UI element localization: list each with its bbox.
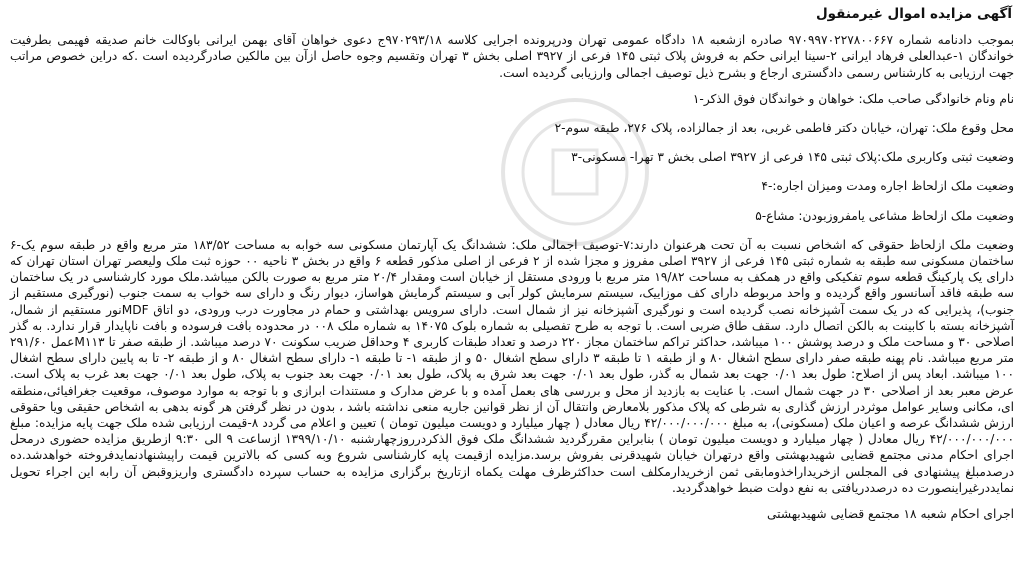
item-lease: وضعیت ملک ازلحاظ اجاره ومدت ومیزان اجاره:-۴ [761, 179, 1014, 194]
item-ownership-type: وضعیت ملک ازلحاظ مشاعی یامفروزبودن: مشاع-۵ [755, 208, 1014, 223]
item-legal-description: وضعیت ملک ازلحاظ حقوقی که اشخاص نسبت به آن تحت هرعنوان دارند:۷-توصیف اجمالی ملک: ششدانگ یک آپارتمان مسکونی سه خوابه به مساحت ۱۸۳/۵۲ متر مربع واقع در طبقه سوم یک-۶ ساختمان مسکونی سه طبقه به شماره ثبتی ۱۴۵ فرعی از ۳۹۲۷ اصلی مفروز و مجزا شده از ۲ فرعی از اصلی مذکور قطعه ۶ واقع در بخش ۳ ناحیه ۰۰ حوزه ثبت ملک ولیعصر تهران استان تهران که دارای یک پارکینگ قطعه سوم تفکیکی واقع در همکف به مساحت ۱۹/۸۲ متر مربع با ورودی مستقل از خیابان است ومقدار ۲۰/۴ متر مربع به صورت بالکن میباشد.ملک مورد کارشناسی در یک ساختمان سه طبقه فاقد آسانسور واقع گردیده و واحد مربوطه دارای کف موزاییک، سیستم سرمایش کولر آبی و سیستم گرمایش هواساز، دیوار رنگ و دارای سه خواب به سمت جنوب (نورگیری مستقیم از جنوب)، پذیرایی که در یک سمت آشپزخانه نصب گردیده است و نورگیری آشپزخانه نیز از شمال است. دارای سرویس بهداشتی و حمام در مجاورت درب ورودی، دو اتاق MDFنور مستقیم از شمال، آشپزخانه بسته با کابینت به بالکن اتصال دارد. سقف طاق ضربی است. با توجه به طرح تفصیلی به شماره بلوک ۱۴۰۷۵ به شماره ملک ۰۰۸ در محدوده بافت فرسوده و بافت ناپایدار قرار ندارد. به گذر اصلاحی ۳۰ و مساحت ملک و درصد پوشش ۱۰۰ میباشد، حداکثر تراکم ساختمان مجاز ۲۲۰ درصد و تعداد طبقات کاربری ۴ وحداقل ضریب سکونت ۷۰ درصد میباشد. از طبقه صفر تا M۱۱۳عمل ۲۹۱/۶۰ متر مربع میباشد. نام پهنه طبقه صفر دارای سطح اشغال ۸۰ و از طبقه ۱ تا طبقه ۳ دارای سطح اشغال ۵۰ و از طبقه ۱- تا طبقه ۱- دارای سطح اشغال ۸۰ و از طبقه ۲- تا به پایین دارای سطح اشغال ۱۰۰ میباشد. ابعاد پس از اصلاح: طول بعد ۰/۰۱ جهت بعد شمال به گذر، طول بعد ۰/۰۱ جهت بعد شرق به پلاک، طول بعد ۰/۰۱ جهت بعد جنوب به پلاک، طول بعد ۰/۰۱ جهت بعد غرب به پلاک است. عرض معبر بعد از اصلاحی ۳۰ در جهت شمال است. با عنایت به بازدید از محل و بررسی های بعمل آمده و با عرض مدارک و مستندات ابرازی و با توجه به موارد موصوف، موقعیت جغرافیائی،منطقه ای، مکانی وسایر عوامل موثردر ارزش گذاری به شرطی که پلاک مذکور بلامعارض وانتقال آن از نظر قوانین جاریه منعی نداشته باشد ، بدون در نظر گرفتن هر گونه بدهی به اشخاص حقیقی ویا حقوقی ارزش ششدانگ عرصه و اعیان ملک (مسکونی)، به مبلغ ۴۲/۰۰۰/۰۰۰/۰۰۰ ریال معادل ( چهار میلیارد و دویست میلیون تومان ) تعیین و اعلام می گردد ۸-قیمت ارزیابی شده ملک جهت پایه مزایده: مبلغ ۴۲/۰۰۰/۰۰۰/۰۰۰ ریال معادل ( چهار میلیارد و دویست میلیون تومان ) بنابراین مقررگردید ششدانگ ملک فوق الذکردرروزچهارشنبه ۱۳۹۹/۱۰/۱۰ ازساعت ۹ الی ۹:۳۰ ازطریق مزایده حضوری درمحل اجرای احکام مدنی مجتمع قضایی شهیدبهشتی واقع درتهران خیابان شهیدقرنی بفروش برسد.مزایده ازقیمت پایه کارشناسی شروع وبه کسی که بالاترین قیمت راپیشنهادنمایدفروخته خواهدشد.ده درصدمبلغ پیشنهادی فی المجلس ازخریداراخذومابقی ثمن ازخریدارمکلف است حداکثرظرف مهلت یکماه ازتاریخ برگزاری مزایده به حساب سپرده دادگستری واریزوقبض آن رابه این اجراء تحویل نمایددرغیراینصورت ده درصددریافتی به نفع دولت ضبط خواهدگردید. [10, 237, 1015, 495]
item-owner: نام ونام خانوادگی صاحب ملک: خواهان و خواندگان فوق الذکر-۱ [692, 91, 1014, 106]
intro-paragraph: بموجب دادنامه شماره ۹۷۰۹۹۷۰۲۲۷۸۰۰۶۶۷ صادره ازشعبه ۱۸ دادگاه عمومی تهران ودرپرونده اجرایی کلاسه ۹۷۰۲۹۳/۱۸ج دعوی خواهان آقای بهمن ایرانی باوکالت خانم صدیقه فهیمی بطرفیت خواندگان ۱-عبدالعلی فرهاد ایرانی ۲-سینا ایرانی حکم به فروش پلاک ثبتی ۱۴۵ فرعی از ۳۹۲۷ اصلی بخش ۳ تهران وتقسیم وجوه حاصل ازآن بین مالکین صادرگردیده است .که دراین خصوص مراتب جهت ارزیابی به کارشناس رسمی دادگستری ارجاع و بشرح ذیل توصیف اجمالی وارزیابی گردیده است. [10, 33, 1014, 80]
issuer-footer: اجرای احکام شعبه ۱۸ مجتمع قضایی شهیدبهشتی [766, 507, 1014, 522]
notice-title: آگهی مزایده اموال غیرمنقول [815, 6, 1012, 22]
notice-document [10, 6, 1014, 578]
item-registration: وضعیت ثبتی وکاربری ملک:پلاک ثبتی ۱۴۵ فرعی از ۳۹۲۷ اصلی بخش ۳ تهرا- مسکونی-۳ [571, 150, 1014, 165]
item-location: محل وقوع ملک: تهران، خیابان دکتر فاطمی غربی، بعد از جمالزاده، پلاک ۲۷۶، طبقه سوم-۲ [554, 121, 1014, 136]
